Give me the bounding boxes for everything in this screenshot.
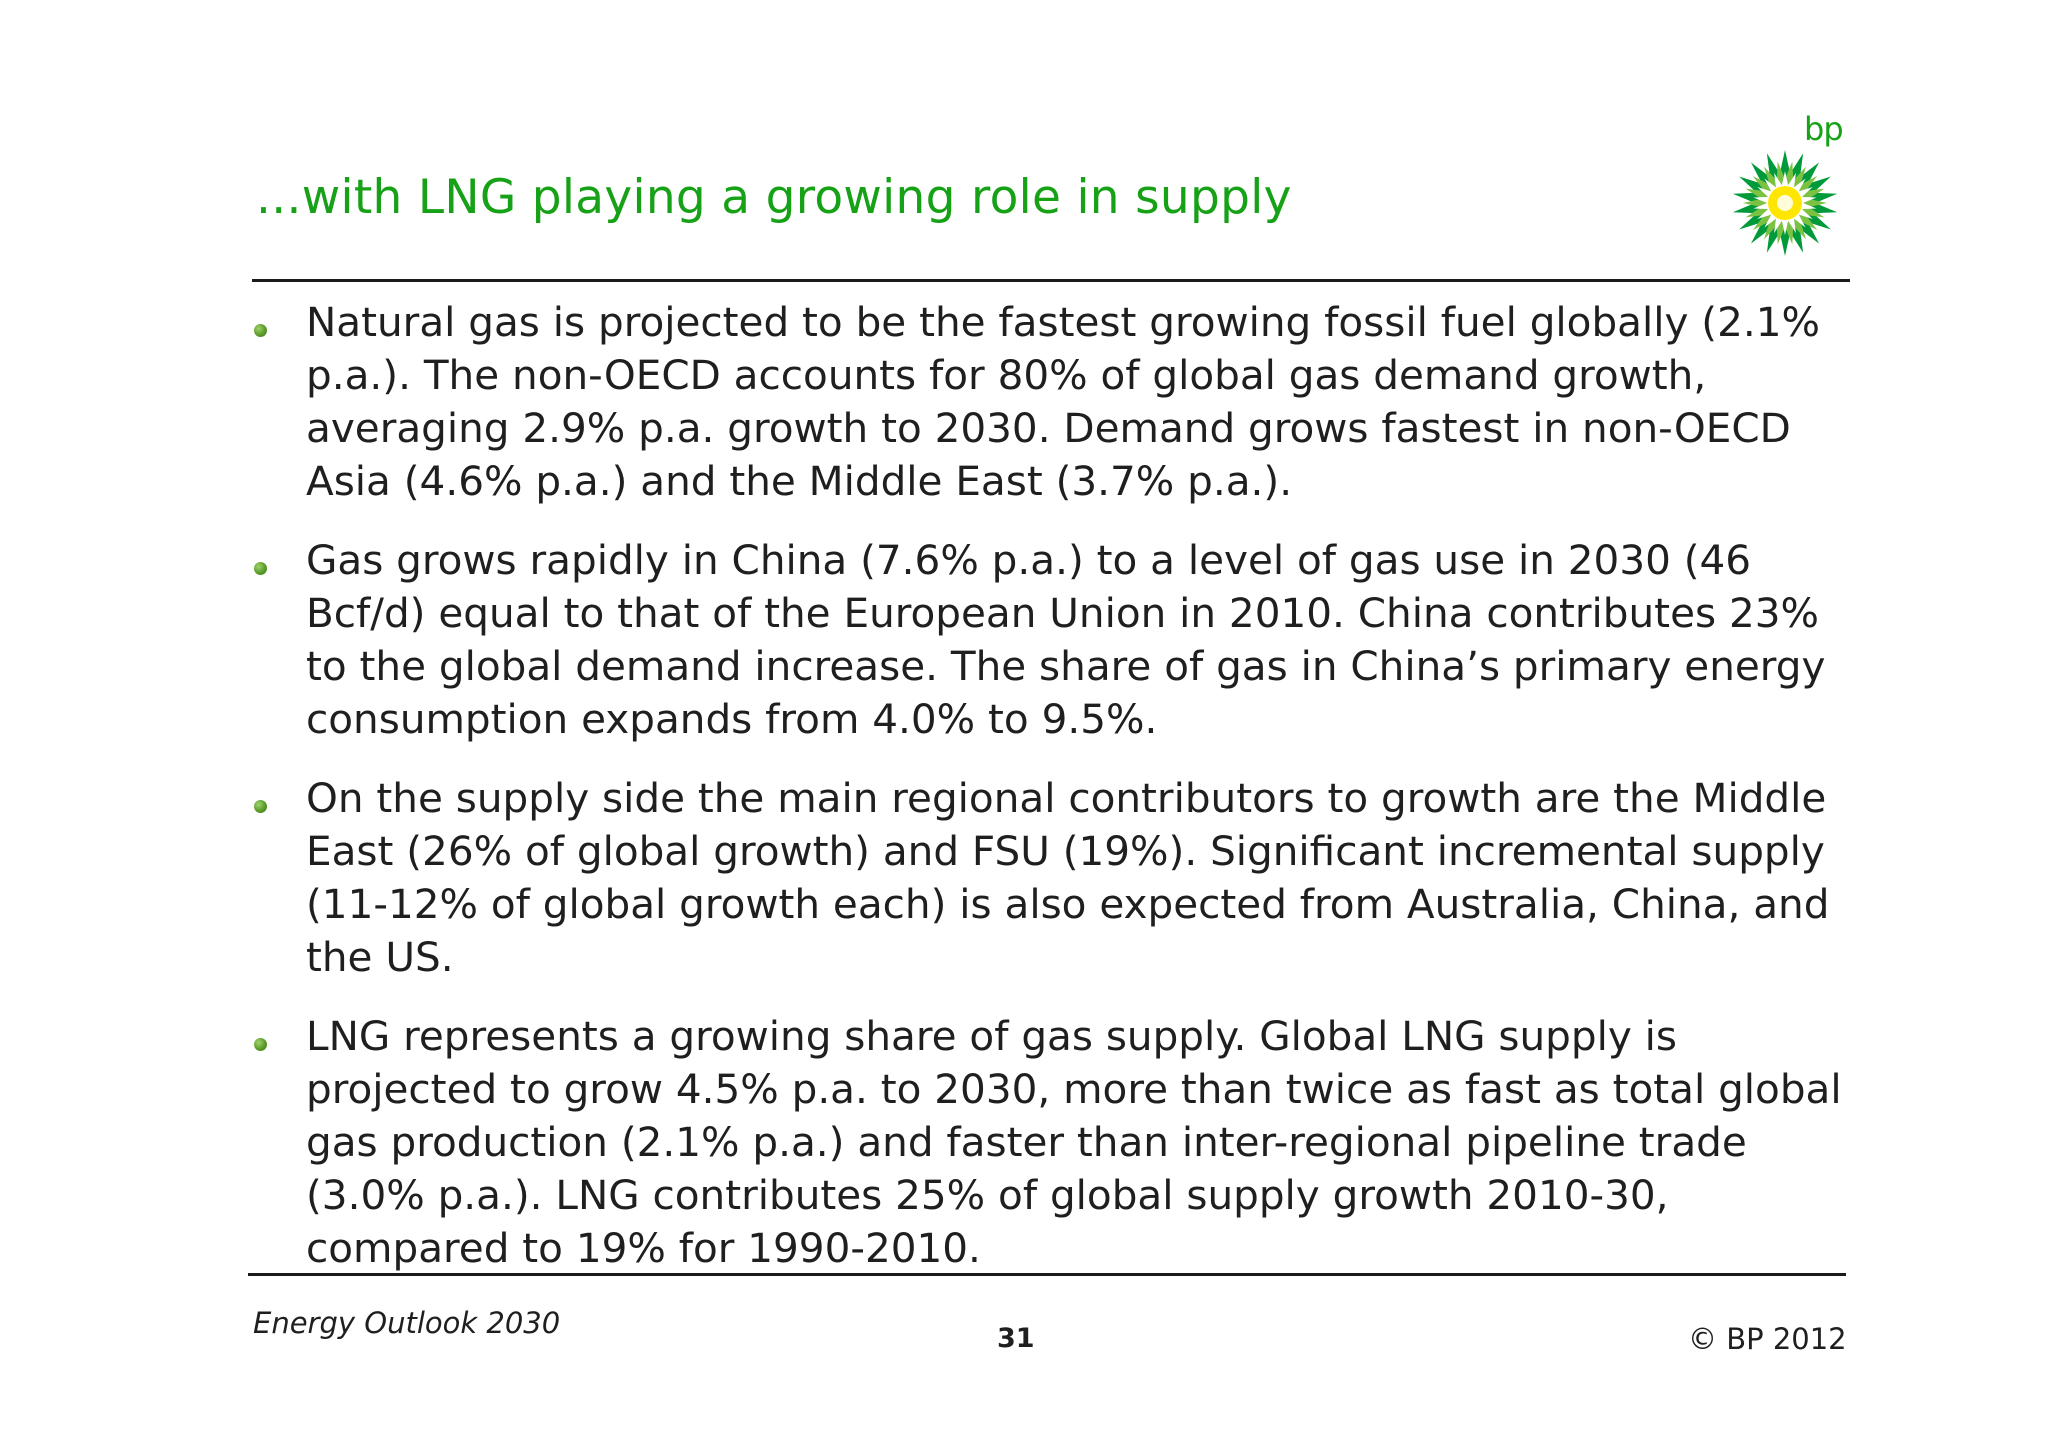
- bullet-text: LNG represents a growing share of gas supply. Global LNG supply is projected to grow 4.5% p.a. to 2030, more than twice as fast as total global gas production (2.1% p.a.) and faster than inter-regional pipeline trade (3.0% p.a.). LNG contributes 25% of global supply growth 2010-30, compared to 19% for 1990-2010.: [306, 1012, 1842, 1272]
- top-divider: [252, 279, 1850, 282]
- bullet-dot-icon: [254, 562, 267, 575]
- bullet-item: [252, 772, 1852, 984]
- bullet-list: [252, 296, 1852, 1301]
- bullet-text: Natural gas is projected to be the fastest growing fossil fuel globally (2.1% p.a.). The non-OECD accounts for 80% of global gas demand growth, averaging 2.9% p.a. growth to 2030. Demand grows fastest in non-OECD Asia (4.6% p.a.) and the Middle East (3.7% p.a.).: [306, 298, 1821, 505]
- footer-publication-title: Energy Outlook 2030: [253, 1306, 561, 1340]
- bullet-item: [252, 534, 1852, 746]
- copyright: © BP 2012: [1688, 1322, 1847, 1356]
- bullet-text: Gas grows rapidly in China (7.6% p.a.) to a level of gas use in 2030 (46 Bcf/d) equal to that of the European Union in 2010. China contributes 23% to the global demand increase. The share of gas in China’s primary energy consumption expands from 4.0% to 9.5%.: [306, 536, 1826, 743]
- bp-logo-text: bp: [1804, 110, 1843, 148]
- bp-logo: [1730, 110, 1850, 260]
- bullet-text: On the supply side the main regional contributors to growth are the Middle East (26% of global growth) and FSU (19%). Significant incremental supply (11-12% of global growth each) is also expected from Australia, China, and the US.: [306, 774, 1830, 981]
- slide-title: ...with LNG playing a growing role in supply: [256, 170, 1292, 225]
- bullet-dot-icon: [254, 800, 267, 813]
- bp-helios-icon: [1730, 148, 1840, 258]
- helios-sun-core: [1777, 195, 1793, 211]
- page-number: 31: [997, 1323, 1035, 1354]
- bullet-item: [252, 1010, 1852, 1275]
- bullet-dot-icon: [254, 324, 267, 337]
- bottom-divider: [248, 1273, 1846, 1276]
- bullet-item: [252, 296, 1852, 508]
- bullet-dot-icon: [254, 1038, 267, 1051]
